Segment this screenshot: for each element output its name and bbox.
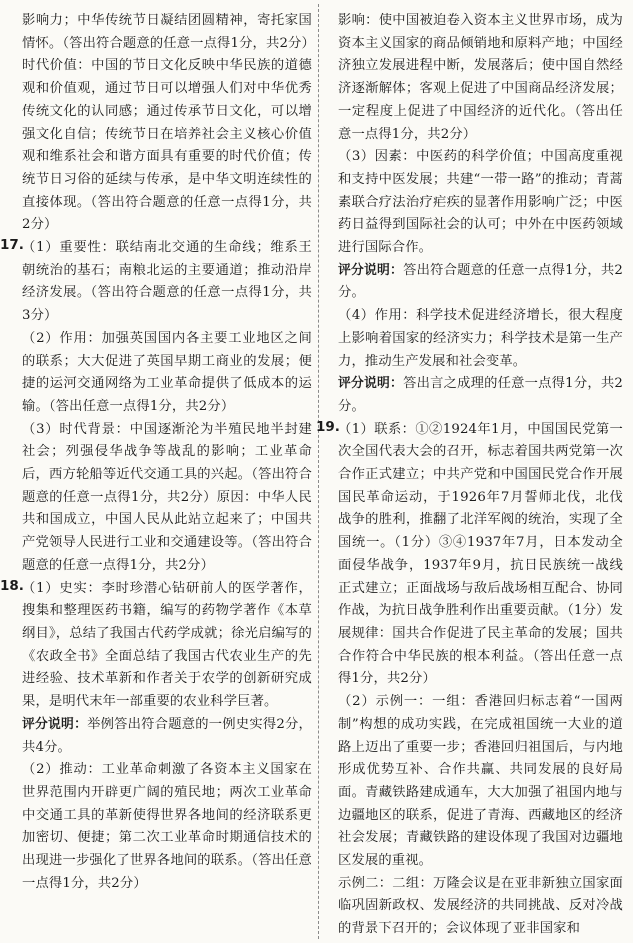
answer-paragraph: （4）作用：科学技术促进经济增长，很大程度上影响着国家的经济实力；科学技术是第一生产力，推动生产发展和社会变革。 bbox=[338, 308, 623, 369]
question-18 bbox=[0, 577, 312, 896]
scoring-note bbox=[328, 260, 623, 305]
answer-paragraph: （1）史实：李时珍潜心钻研前人的医学著作，搜集和整理医药书籍，编写的药物学著作《本草纲目》，总结了我国古代药学成就；徐光启编写的《农政全书》全面总结了我国古代农业生产的先进经验、技术革新和作者关于农学的创新研究成果，是明代末年一部重要的农业科学巨著。 bbox=[22, 580, 312, 710]
answer-paragraph: 时代价值：中国的节日文化反映中华民族的道德观和价值观，通过节日可以增强人们对中华优秀传统文化的认同感；通过传承节日文化，可以增强文化自信；传统节日在培养社会主义核心价值观和维系社会和谐方面具有重要的时代价值；传统节日习俗的延续与传承，是中华文明连续性的直接体现。（答出符合题意的任意一点得1分，共2分） bbox=[22, 58, 312, 233]
scoring-note-text: 答出符合题意的任意一点得1分，共2分。 bbox=[338, 262, 623, 301]
answer-paragraph: （3）因素：中医药的科学价值；中国高度重视和支持中医发展；共建“一带一路”的推动；青蒿素联合疗法治疗疟疾的显著作用影响广泛；中医药日益得到国际社会的认可；中外在中医药领域进行国际合作。 bbox=[338, 149, 623, 256]
answer-paragraph: 影响：使中国被迫卷入资本主义世界市场，成为资本主义国家的商品倾销地和原料产地；中国经济独立发展进程中断，发展落后；使中国自然经济逐渐解体；客观上促进了中国商品经济发展；一定程度上促进了中国经济的近代化。（答出任意一点得1分，共2分） bbox=[338, 13, 623, 142]
answer-paragraph: （1）重要性：联结南北交通的生命线；维系王朝统治的基石；南粮北运的主要通道；推动沿岸经济发展。（答出符合题意的任意一点得1分，共3分） bbox=[22, 240, 312, 324]
scoring-note-label: 评分说明： bbox=[338, 262, 404, 278]
question-19 bbox=[316, 418, 623, 941]
answer-paragraph: 示例二：二组：万隆会议是在亚非新独立国家面临巩固新政权、发展经济的共同挑战、反对冷战的背景下召开的；会议体现了亚非国家和 bbox=[338, 875, 623, 937]
scoring-note-label: 评分说明： bbox=[22, 716, 88, 732]
question-number: 17. bbox=[0, 237, 24, 254]
answer-paragraph: （1）联系：①②1924年1月，中国国民党第一次全国代表大会的召开，标志着国共两党第一次合作正式建立；中共产党和中国国民党合作开展国民革命运动，于1926年7月誓师北伐，北伐战争的胜利，推翻了北洋军阀的统治，实现了全国统一。（1分）③④1937年7月，日本发动全面侵华战争，1937年9月，抗日民族统一战线正式建立；正面战场与敌后战场相互配合、协同作战，为抗日战争胜利作出重要贡献。（1分）发展规律：国共合作促进了民主革命的发展；国共合作符合中华民族的根本利益。（答出任意一点得1分，共2分） bbox=[338, 421, 623, 687]
answer-paragraph: （2）作用：加强英国国内各主要工业地区之间的联系；大大促进了英国早期工商业的发展；便捷的运河交通网络为工业革命提供了低成本的运输。（答出任意一点得1分，共2分） bbox=[22, 330, 312, 414]
answer-paragraph: 影响力；中华传统节日凝结团圆精神，寄托家国情怀。（答出符合题意的任意一点得1分，共2分） bbox=[22, 13, 315, 51]
column-divider bbox=[318, 4, 319, 939]
scoring-note-label: 评分说明： bbox=[338, 376, 404, 392]
question-number: 19. bbox=[316, 418, 340, 435]
left-column bbox=[0, 10, 315, 895]
scoring-note bbox=[328, 373, 623, 418]
right-column bbox=[316, 10, 623, 941]
answer-paragraph: （2）推动：工业革命刺激了各资本主义国家在世界范围内开辟更广阔的殖民地；两次工业革命中交通工具的革新使得世界各地间的经济联系更加密切、便捷；第二次工业革命时期通信技术的出现进一步强化了世界各地间的联系。（答出任意一点得1分，共2分） bbox=[22, 762, 312, 891]
question-17 bbox=[0, 237, 312, 578]
scoring-note-text: 答出言之成理的任意一点得1分，共2分。 bbox=[338, 376, 623, 414]
scoring-note bbox=[22, 714, 312, 759]
answer-paragraph: （2）示例一：一组：香港回归标志着“一国两制”构想的成功实践，在完成祖国统一大业的道路上迈出了重要一步；香港回归祖国后，与内地形成优势互补、合作共赢、共同发展的良好局面。青藏铁路建成通车，大大加强了祖国内地与边疆地区的联系，促进了青海、西藏地区的经济社会发展；青藏铁路的建设体现了我国对边疆地区发展的重视。 bbox=[338, 694, 623, 869]
question-number: 18. bbox=[0, 577, 24, 594]
answer-paragraph: （3）时代背景：中国逐渐沦为半殖民地半封建社会；列强侵华战争等战乱的影响；工业革命后，西方轮船等近代交通工具的兴起。（答出符合题意的任意一点得1分，共2分）原因：中华人民共和国成立，中国人民从此站立起来了；中国共产党领导人民进行工业和交通建设等。（答出符合题意的任意一点得1分，共2分） bbox=[22, 421, 312, 573]
scoring-note-text: 举例答出符合题意的一例史实得2分，共4分。 bbox=[22, 716, 312, 755]
